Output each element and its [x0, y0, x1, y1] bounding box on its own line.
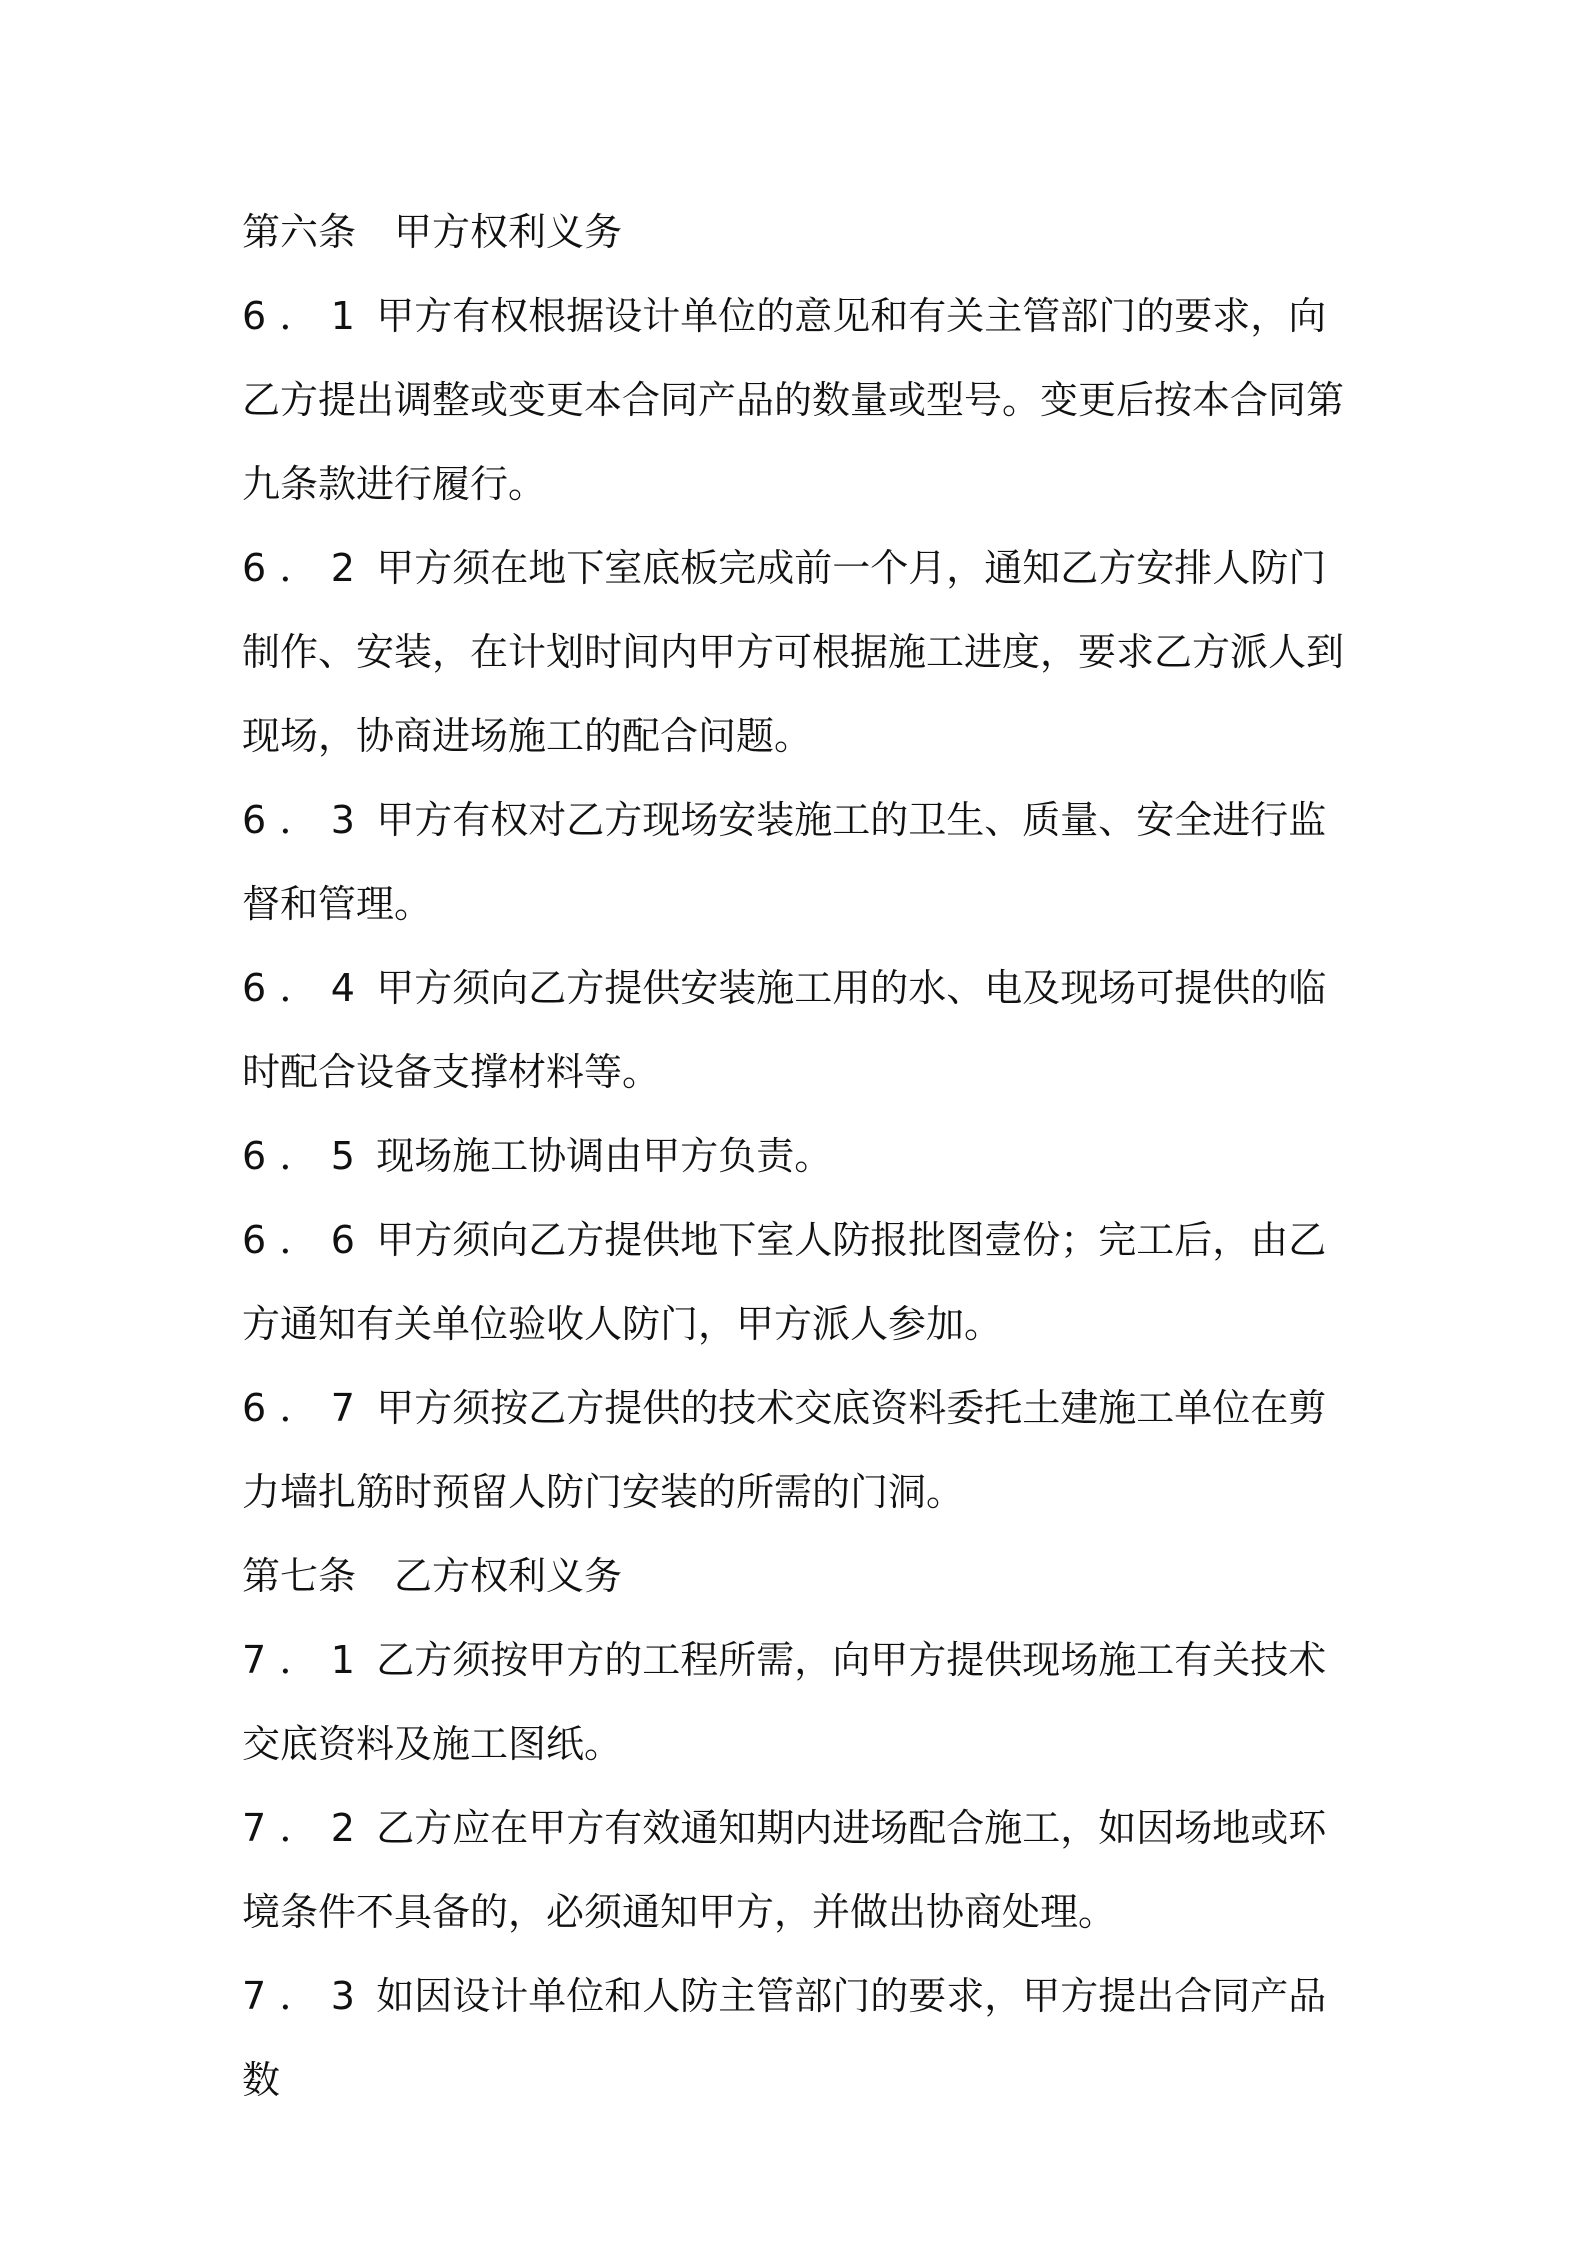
clause-number: 7．1: [242, 1638, 369, 1682]
clause-text: 甲方须在地下室底板完成前一个月，通知乙方安排人防门制作、安装，在计划时间内甲方可根据施工进度，要求乙方派人到现场，协商进场施工的配合问题。: [242, 546, 1345, 758]
clause-number: 6．3: [242, 798, 369, 842]
clause-text: 甲方须按乙方提供的技术交底资料委托土建施工单位在剪力墙扎筋时预留人防门安装的所需的门洞。: [242, 1386, 1327, 1514]
clause-7-1: [242, 1618, 1362, 1786]
clause-text: 如因设计单位和人防主管部门的要求，甲方提出合同产品数: [242, 1974, 1327, 2102]
article-7-heading: [242, 1534, 1362, 1618]
clause-number: 6．5: [242, 1134, 369, 1178]
clause-text: 甲方有权对乙方现场安装施工的卫生、质量、安全进行监督和管理。: [242, 798, 1327, 926]
clause-6-5: [242, 1114, 1362, 1198]
clause-6-3: [242, 778, 1362, 946]
clause-6-2: [242, 526, 1362, 778]
clause-text: 甲方须向乙方提供地下室人防报批图壹份；完工后，由乙方通知有关单位验收人防门，甲方派人参加。: [242, 1218, 1327, 1346]
clause-text: 现场施工协调由甲方负责。: [376, 1134, 833, 1178]
article-title: 甲方权利义务: [394, 210, 623, 254]
clause-text: 甲方有权根据设计单位的意见和有关主管部门的要求，向乙方提出调整或变更本合同产品的数量或型号。变更后按本合同第九条款进行履行。: [242, 294, 1345, 506]
clause-number: 7．3: [242, 1974, 369, 2018]
article-number: 第六条: [242, 210, 357, 254]
article-number: 第七条: [242, 1554, 357, 1598]
clause-number: 6．4: [242, 966, 369, 1010]
clause-number: 6．2: [242, 546, 369, 590]
clause-6-6: [242, 1198, 1362, 1366]
clause-7-3: [242, 1954, 1362, 2122]
clause-number: 6．7: [242, 1386, 369, 1430]
clause-number: 7．2: [242, 1806, 369, 1850]
clause-number: 6．1: [242, 294, 369, 338]
article-6-heading: [242, 190, 1362, 274]
clause-6-1: [242, 274, 1362, 526]
clause-text: 甲方须向乙方提供安装施工用的水、电及现场可提供的临时配合设备支撑材料等。: [242, 966, 1327, 1094]
clause-6-4: [242, 946, 1362, 1114]
clause-text: 乙方应在甲方有效通知期内进场配合施工，如因场地或环境条件不具备的，必须通知甲方，并做出协商处理。: [242, 1806, 1327, 1934]
clause-number: 6．6: [242, 1218, 369, 1262]
article-title: 乙方权利义务: [394, 1554, 623, 1598]
document-body: [242, 190, 1362, 2122]
clause-text: 乙方须按甲方的工程所需，向甲方提供现场施工有关技术交底资料及施工图纸。: [242, 1638, 1327, 1766]
clause-7-2: [242, 1786, 1362, 1954]
clause-6-7: [242, 1366, 1362, 1534]
